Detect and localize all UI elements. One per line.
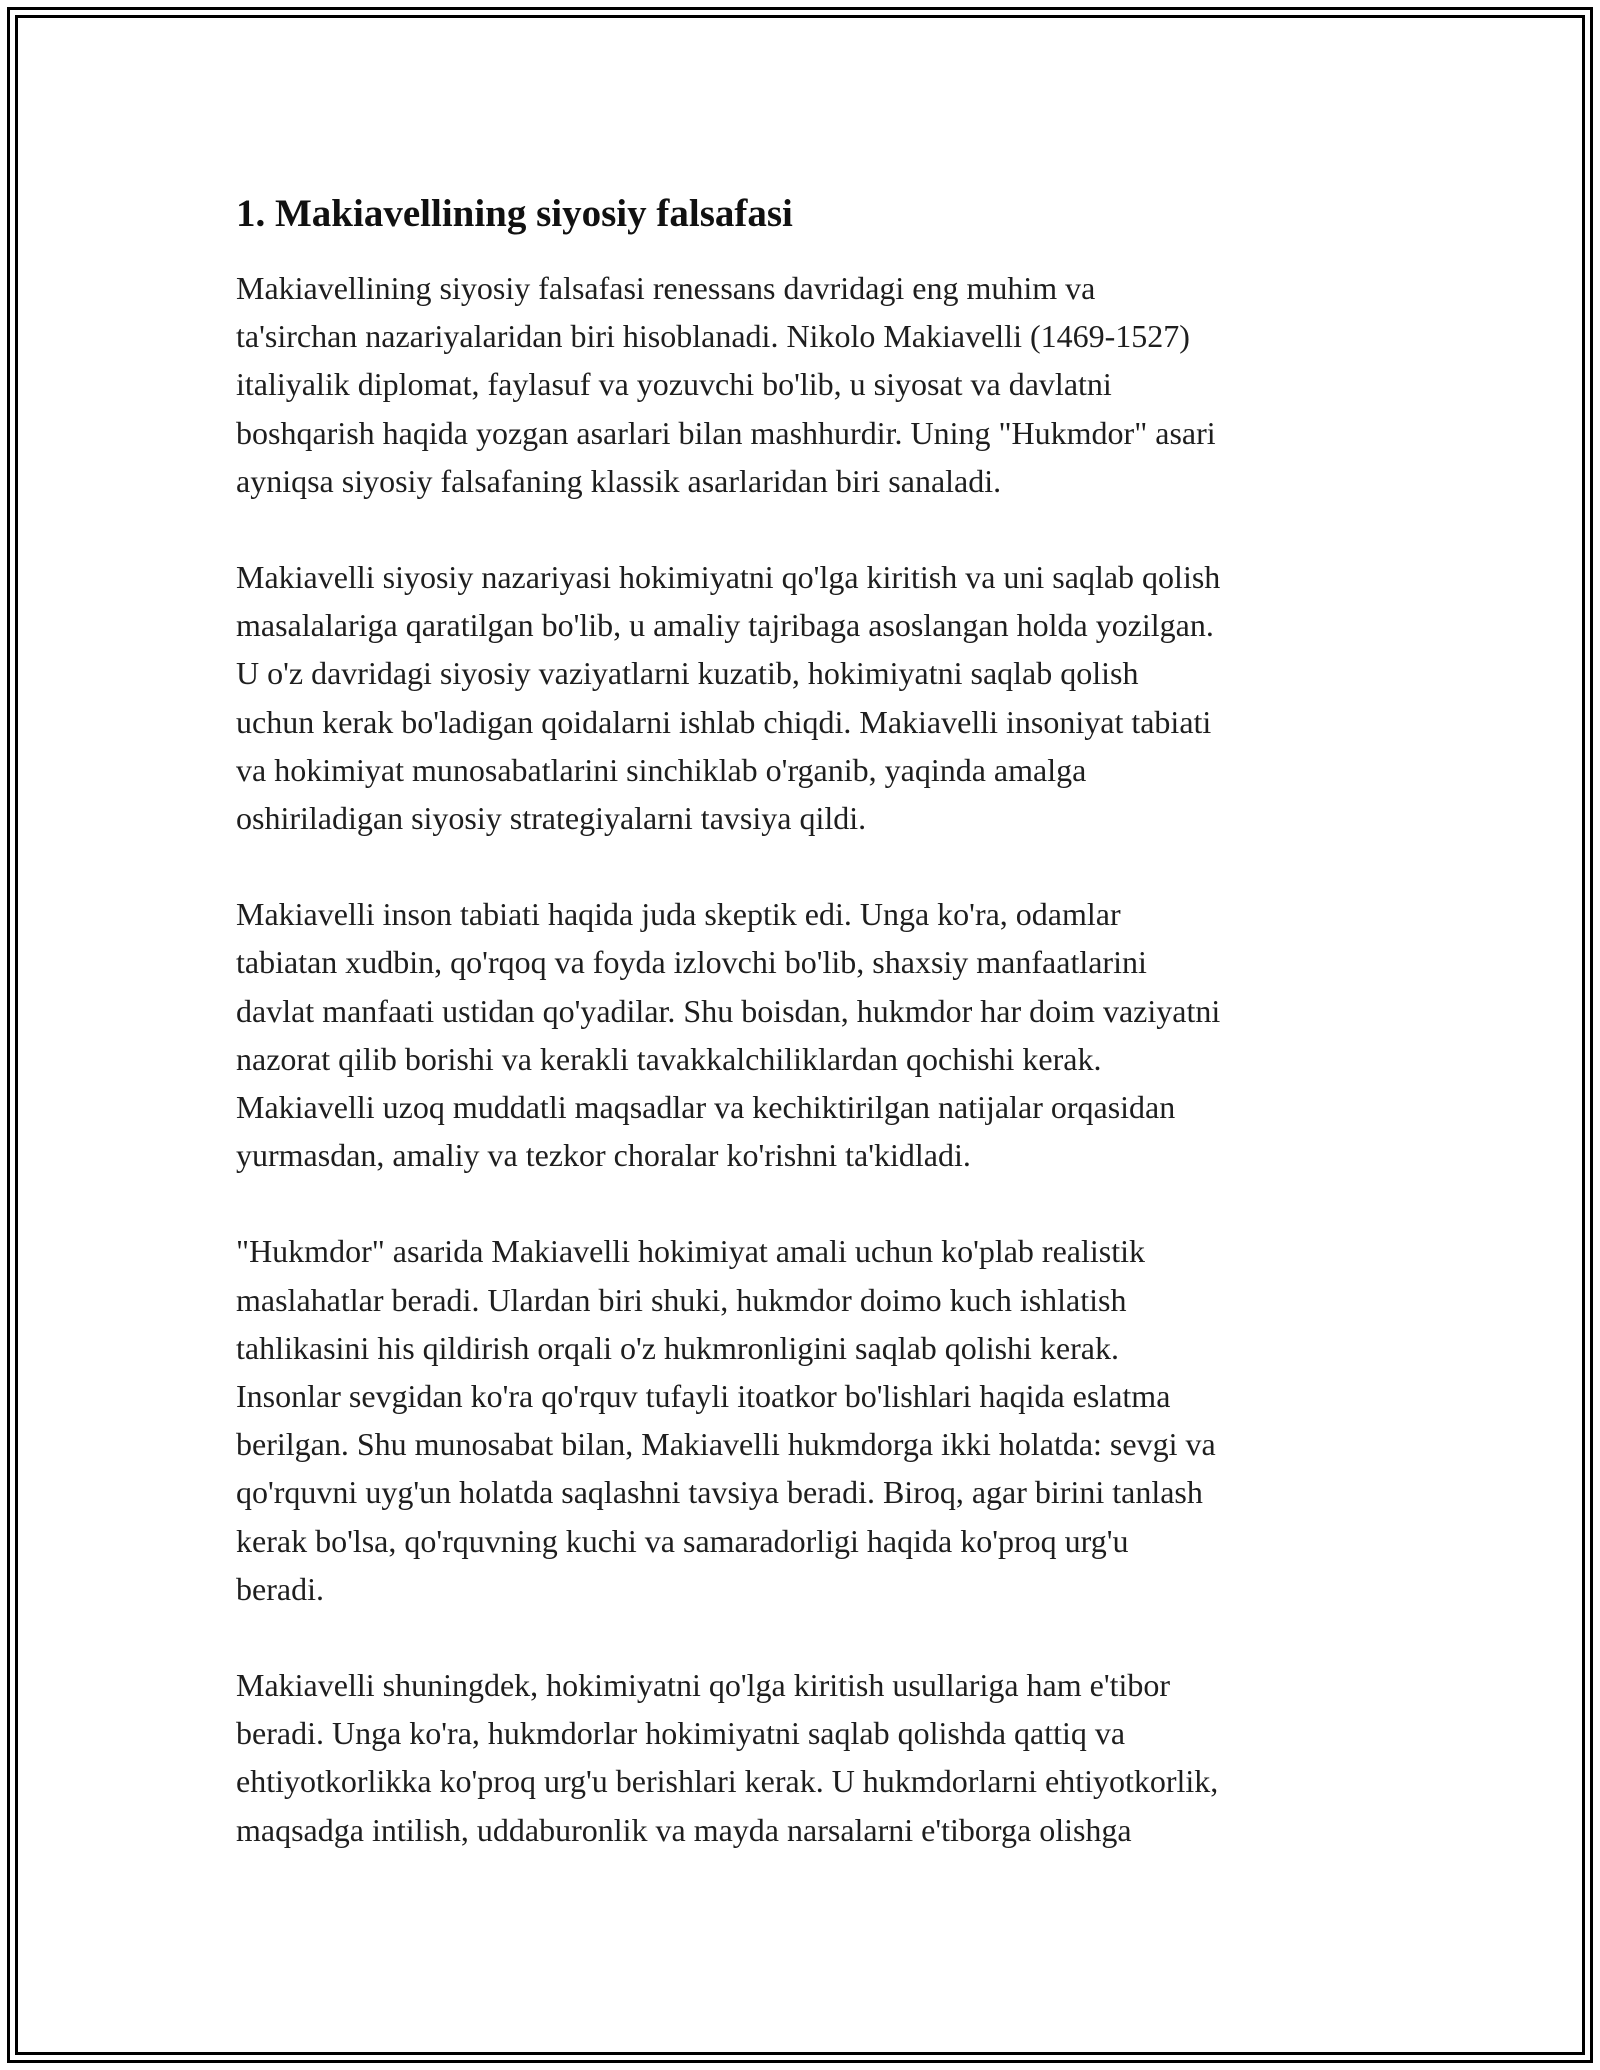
paragraphs-container (236, 264, 1366, 1854)
paragraph-line: U o'z davridagi siyosiy vaziyatlarni kuzatib, hokimiyatni saqlab qolish (236, 655, 1139, 692)
paragraph-line: maqsadga intilish, uddaburonlik va mayda narsalarni e'tiborga olishga (236, 1811, 1132, 1848)
paragraph-line: italiyalik diplomat, faylasuf va yozuvchi bo'lib, u siyosat va davlatni (236, 366, 1112, 403)
paragraph-line: tahlikasini his qildirish orqali o'z hukmronligini saqlab qolishi kerak. (236, 1329, 1119, 1366)
paragraph-line: Makiavelli uzoq muddatli maqsadlar va kechiktirilgan natijalar orqasidan (236, 1089, 1176, 1126)
paragraph-5 (236, 1661, 1366, 1854)
paragraph-line: beradi. Unga ko'ra, hukmdorlar hokimiyatni saqlab qolishda qattiq va (236, 1715, 1126, 1752)
paragraph-line: Insonlar sevgidan ko'ra qo'rquv tufayli itoatkor bo'lishlari haqida eslatma (236, 1378, 1171, 1415)
paragraph-line: kerak bo'lsa, qo'rquvning kuchi va samaradorligi haqida ko'proq urg'u (236, 1522, 1129, 1559)
paragraph-line: berilgan. Shu munosabat bilan, Makiavelli hukmdorga ikki holatda: sevgi va (236, 1426, 1216, 1463)
paragraph-line: maslahatlar beradi. Ulardan biri shuki, hukmdor doimo kuch ishlatish (236, 1281, 1127, 1318)
paragraph-4 (236, 1227, 1366, 1613)
paragraph-line: boshqarish haqida yozgan asarlari bilan mashhurdir. Uning "Hukmdor" asari (236, 414, 1216, 451)
paragraph-2 (236, 553, 1366, 842)
paragraph-3 (236, 890, 1366, 1179)
paragraph-line: Makiavellining siyosiy falsafasi renessans davridagi eng muhim va (236, 270, 1096, 306)
paragraph-line: Makiavelli siyosiy nazariyasi hokimiyatni qo'lga kiritish va uni saqlab qolish (236, 559, 1221, 596)
paragraph-line: yurmasdan, amaliy va tezkor choralar ko'rishni ta'kidladi. (236, 1137, 971, 1174)
paragraph-line: uchun kerak bo'ladigan qoidalarni ishlab chiqdi. Makiavelli insoniyat tabiati (236, 703, 1212, 740)
paragraph-line: tabiatan xudbin, qo'rqoq va foyda izlovchi bo'lib, shaxsiy manfaatlarini (236, 944, 1147, 981)
paragraph-line: nazorat qilib borishi va kerakli tavakkalchiliklardan qochishi kerak. (236, 1040, 1102, 1077)
paragraph-1 (236, 264, 1366, 505)
paragraph-line: Makiavelli shuningdek, hokimiyatni qo'lga kiritish usullariga ham e'tibor (236, 1667, 1171, 1704)
paragraph-line: ta'sirchan nazariyalaridan biri hisoblanadi. Nikolo Makiavelli (1469-1527) (236, 318, 1190, 355)
paragraph-line: "Hukmdor" asarida Makiavelli hokimiyat amali uchun ko'plab realistik (236, 1233, 1145, 1270)
paragraph-line: Makiavelli inson tabiati haqida juda skeptik edi. Unga ko'ra, odamlar (236, 896, 1121, 933)
section-heading: 1. Makiavellining siyosiy falsafasi (236, 192, 793, 235)
paragraph-line: davlat manfaati ustidan qo'yadilar. Shu boisdan, hukmdor har doim vaziyatni (236, 992, 1221, 1029)
paragraph-line: ehtiyotkorlikka ko'proq urg'u berishlari kerak. U hukmdorlarni ehtiyotkorlik, (236, 1763, 1219, 1800)
paragraph-line: va hokimiyat munosabatlarini sinchiklab o'rganib, yaqinda amalga (236, 751, 1087, 788)
document-body (236, 186, 1366, 1902)
paragraph-line: masalalariga qaratilgan bo'lib, u amaliy tajribaga asoslangan holda yozilgan. (236, 607, 1214, 644)
paragraph-line: qo'rquvni uyg'un holatda saqlashni tavsiya beradi. Biroq, agar birini tanlash (236, 1474, 1203, 1511)
paragraph-line: oshiriladigan siyosiy strategiyalarni tavsiya qildi. (236, 800, 867, 837)
paragraph-line: ayniqsa siyosiy falsafaning klassik asarlaridan biri sanaladi. (236, 462, 1002, 499)
paragraph-line: beradi. (236, 1570, 324, 1607)
